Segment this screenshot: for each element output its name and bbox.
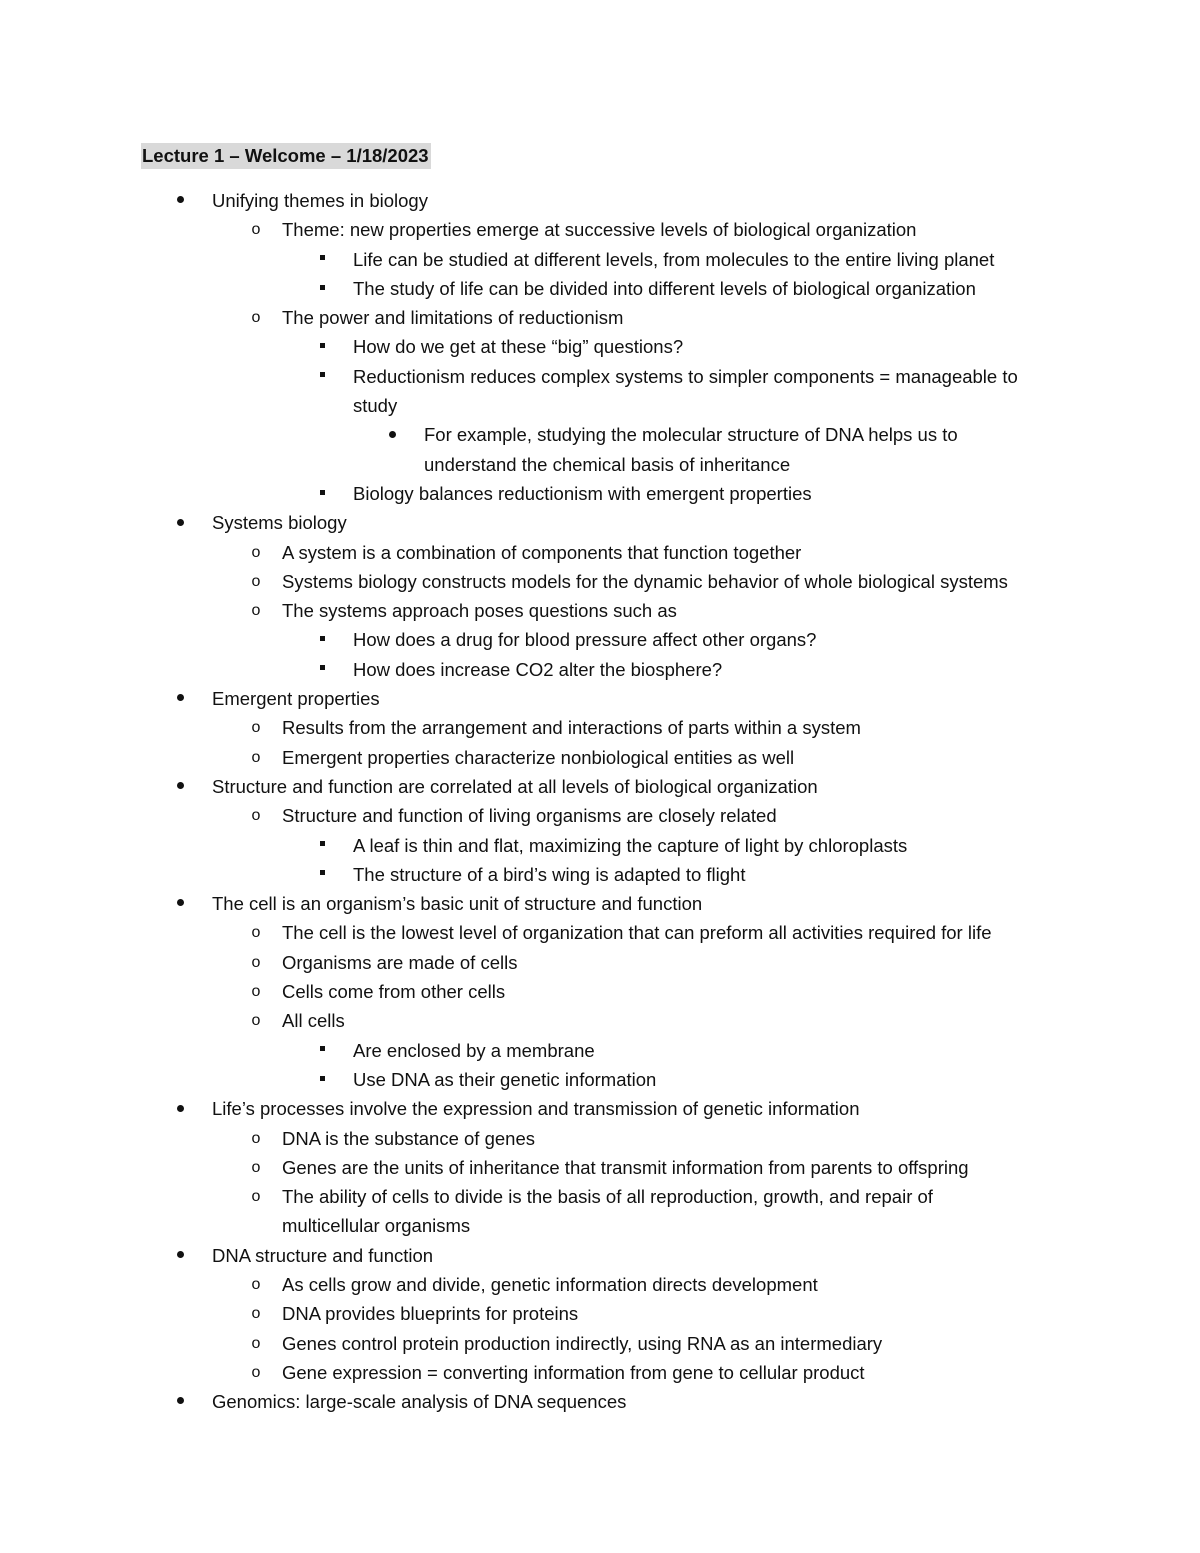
bullet-circle-icon: o [251, 953, 261, 971]
bullet-circle-icon: o [251, 1363, 261, 1381]
list-item [0, 245, 1200, 274]
list-item-text: multicellular organisms [282, 1215, 471, 1237]
list-item-text: Genomics: large-scale analysis of DNA sequences [212, 1391, 627, 1413]
list-item-text: Systems biology constructs models for the dynamic behavior of whole biological systems [282, 570, 1008, 592]
list-item-text: DNA is the substance of genes [282, 1127, 535, 1149]
list-item-text: Reductionism reduces complex systems to simpler components = manageable to [353, 365, 1018, 387]
list-item [0, 1153, 1200, 1182]
list-item [0, 977, 1200, 1006]
list-item-text: Biology balances reductionism with emergent properties [353, 482, 812, 504]
bullet-circle-icon: o [251, 1305, 261, 1323]
list-item-text: A leaf is thin and flat, maximizing the capture of light by chloroplasts [353, 834, 908, 856]
list-item-text: understand the chemical basis of inheritance [424, 453, 791, 475]
list-item [0, 889, 1200, 918]
bullet-circle-icon: o [251, 1334, 261, 1352]
bullet-circle-icon: o [251, 1275, 261, 1293]
bullet-dot-icon [170, 508, 190, 537]
list-item [0, 1270, 1200, 1299]
bullet-circle-icon: o [251, 602, 261, 620]
list-item-text: All cells [282, 1010, 345, 1032]
bullet-square-icon [312, 831, 332, 860]
list-item-text: The study of life can be divided into different levels of biological organization [353, 277, 976, 299]
bullet-dot-icon [382, 420, 402, 449]
list-item-text: Results from the arrangement and interactions of parts within a system [282, 717, 861, 739]
list-item [0, 186, 1200, 215]
list-item-text: Gene expression = converting information from gene to cellular product [282, 1361, 865, 1383]
list-item [0, 772, 1200, 801]
list-item-text: DNA structure and function [212, 1244, 434, 1266]
list-item [0, 332, 1200, 361]
list-item-text: The structure of a bird’s wing is adapted to flight [353, 863, 746, 885]
list-item-text: Genes control protein production indirectly, using RNA as an intermediary [282, 1332, 883, 1354]
bullet-circle-icon: o [251, 309, 261, 327]
list-item [0, 1094, 1200, 1123]
list-item [0, 596, 1200, 625]
bullet-dot-icon [170, 186, 190, 215]
list-item [0, 362, 1200, 391]
bullet-circle-icon: o [251, 543, 261, 561]
list-item [0, 1241, 1200, 1270]
list-item [0, 860, 1200, 889]
bullet-dot-icon [170, 684, 190, 713]
list-item [0, 831, 1200, 860]
bullet-dot-icon [170, 1387, 190, 1416]
list-item-text: Organisms are made of cells [282, 951, 518, 973]
list-item [0, 1329, 1200, 1358]
list-item [0, 508, 1200, 537]
list-item-text: The ability of cells to divide is the basis of all reproduction, growth, and repair of [282, 1186, 933, 1208]
list-item-text: Life can be studied at different levels, from molecules to the entire living planet [353, 248, 995, 270]
bullet-dot-icon [170, 1094, 190, 1123]
bullet-circle-icon: o [251, 983, 261, 1001]
list-item [0, 274, 1200, 303]
bullet-square-icon [312, 625, 332, 654]
list-item [0, 450, 1200, 479]
bullet-square-icon [312, 479, 332, 508]
bullet-dot-icon [170, 889, 190, 918]
list-item-text: Use DNA as their genetic information [353, 1068, 657, 1090]
list-item-text: Cells come from other cells [282, 981, 506, 1003]
list-item-text: How does increase CO2 alter the biosphere? [353, 658, 723, 680]
list-item-text: Are enclosed by a membrane [353, 1039, 595, 1061]
list-item-text: As cells grow and divide, genetic information directs development [282, 1273, 818, 1295]
list-item [0, 1006, 1200, 1035]
list-item [0, 1299, 1200, 1328]
bullet-dot-icon [170, 1241, 190, 1270]
list-item [0, 1358, 1200, 1387]
bullet-circle-icon: o [251, 572, 261, 590]
list-item-text: How do we get at these “big” questions? [353, 336, 684, 358]
bullet-square-icon [312, 332, 332, 361]
list-item-text: How does a drug for blood pressure affect other organs? [353, 629, 817, 651]
bullet-square-icon [312, 860, 332, 889]
list-item [0, 684, 1200, 713]
list-item [0, 1124, 1200, 1153]
list-item-text: DNA provides blueprints for proteins [282, 1303, 579, 1325]
list-item-text: Genes are the units of inheritance that transmit information from parents to offspring [282, 1156, 969, 1178]
list-item-text: Structure and function of living organisms are closely related [282, 805, 777, 827]
bullet-circle-icon: o [251, 924, 261, 942]
list-item-text: Emergent properties [212, 688, 380, 710]
list-item [0, 391, 1200, 420]
notes-list [0, 186, 1200, 1416]
list-item-text: Life’s processes involve the expression and transmission of genetic information [212, 1098, 860, 1120]
list-item [0, 303, 1200, 332]
list-item-text: The cell is the lowest level of organization that can preform all activities required for life [282, 922, 992, 944]
bullet-circle-icon: o [251, 221, 261, 239]
list-item [0, 1211, 1200, 1240]
list-item [0, 1182, 1200, 1211]
list-item [0, 538, 1200, 567]
list-item [0, 1065, 1200, 1094]
bullet-circle-icon: o [251, 807, 261, 825]
bullet-dot-icon [170, 772, 190, 801]
bullet-square-icon [312, 245, 332, 274]
bullet-square-icon [312, 655, 332, 684]
list-item [0, 801, 1200, 830]
list-item-text: A system is a combination of components that function together [282, 541, 802, 563]
page-title: Lecture 1 – Welcome – 1/18/2023 [141, 143, 431, 169]
bullet-square-icon [312, 274, 332, 303]
list-item [0, 1036, 1200, 1065]
list-item [0, 567, 1200, 596]
list-item-text: Unifying themes in biology [212, 190, 428, 211]
list-item [0, 655, 1200, 684]
bullet-circle-icon: o [251, 719, 261, 737]
list-item [0, 918, 1200, 947]
bullet-circle-icon: o [251, 748, 261, 766]
bullet-square-icon [312, 362, 332, 391]
list-item [0, 743, 1200, 772]
list-item [0, 625, 1200, 654]
list-item-text: Theme: new properties emerge at successive levels of biological organization [282, 219, 917, 241]
list-item-text: The cell is an organism’s basic unit of structure and function [212, 893, 703, 915]
list-item [0, 215, 1200, 244]
list-item [0, 479, 1200, 508]
bullet-circle-icon: o [251, 1012, 261, 1030]
list-item-text: The power and limitations of reductionism [282, 307, 624, 329]
list-item-text: The systems approach poses questions such as [282, 600, 677, 622]
list-item [0, 1387, 1200, 1416]
bullet-circle-icon: o [251, 1129, 261, 1147]
list-item-text: Systems biology [212, 512, 347, 534]
list-item [0, 948, 1200, 977]
list-item-text: For example, studying the molecular structure of DNA helps us to [424, 424, 958, 446]
list-item-text: Structure and function are correlated at all levels of biological organization [212, 775, 818, 797]
list-item [0, 420, 1200, 449]
bullet-square-icon [312, 1065, 332, 1094]
list-item-text: study [353, 395, 398, 417]
bullet-circle-icon: o [251, 1158, 261, 1176]
list-item-text: Emergent properties characterize nonbiological entities as well [282, 746, 795, 768]
bullet-circle-icon: o [251, 1188, 261, 1206]
list-item [0, 713, 1200, 742]
bullet-square-icon [312, 1036, 332, 1065]
